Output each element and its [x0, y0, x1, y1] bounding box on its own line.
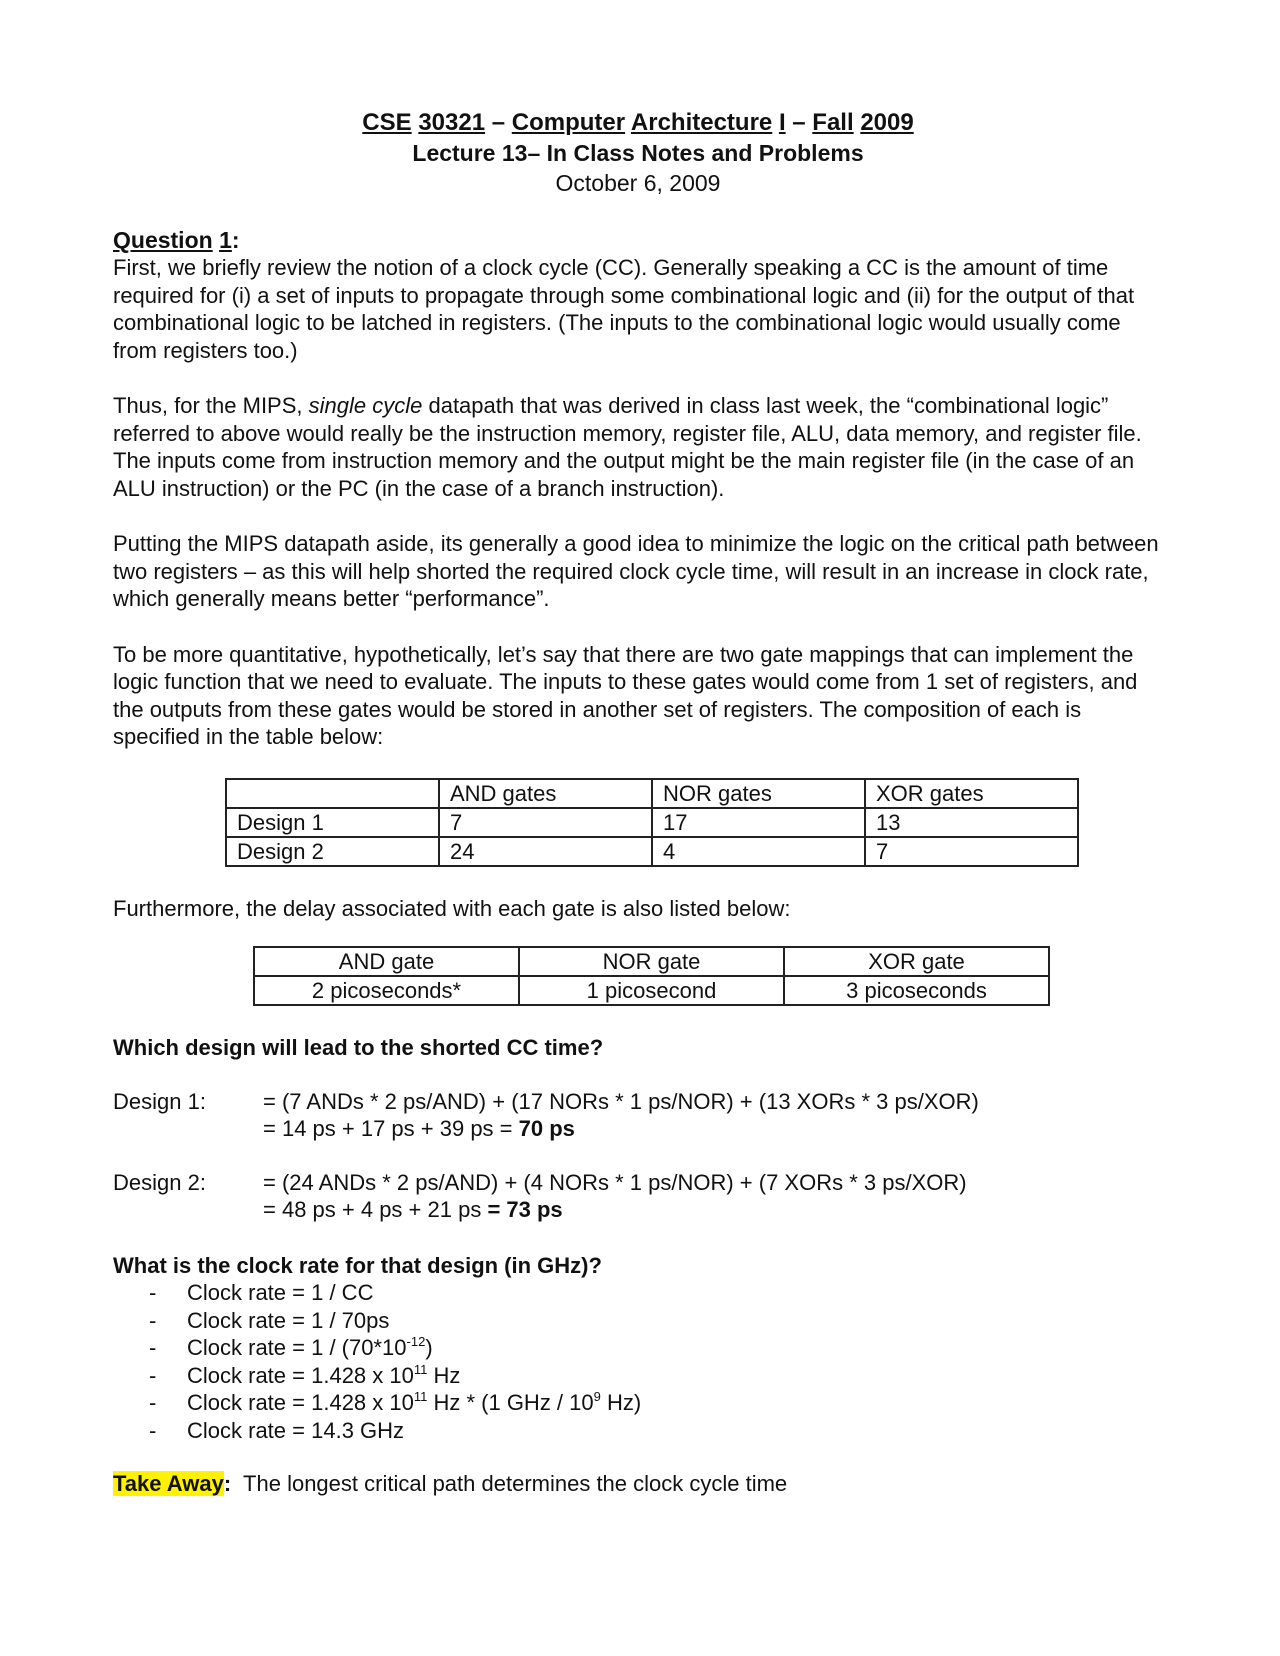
- table-header-cell: [226, 779, 439, 808]
- question-number: 1: [219, 227, 232, 253]
- exponent: 9: [593, 1389, 601, 1404]
- table-cell: 7: [865, 837, 1078, 866]
- exponent: -12: [406, 1334, 426, 1349]
- list-item: [149, 1362, 1163, 1390]
- table-header-cell: AND gate: [254, 947, 519, 976]
- lecture-title: Lecture 13– In Class Notes and Problems: [412, 140, 864, 166]
- table-cell: 7: [439, 808, 652, 837]
- course-word-computer: Computer: [511, 109, 626, 136]
- design1-line1: = (7 ANDs * 2 ps/AND) + (17 NORs * 1 ps/NOR) + (13 XORs * 3 ps/XOR): [263, 1088, 979, 1114]
- design1-line2: [263, 1115, 1163, 1143]
- table-cell: Design 1: [226, 808, 439, 837]
- title-dash: –: [485, 109, 512, 136]
- design2-line1: = (24 ANDs * 2 ps/AND) + (4 NORs * 1 ps/NOR) + (7 XORs * 3 ps/XOR): [263, 1169, 967, 1195]
- design1-result: 70 ps: [518, 1116, 575, 1141]
- table-header-cell: XOR gates: [865, 779, 1078, 808]
- table-cell: 2 picoseconds*: [254, 976, 519, 1005]
- table-header-cell: XOR gate: [784, 947, 1049, 976]
- exponent: 11: [413, 1389, 428, 1404]
- step-text: Hz): [600, 1390, 642, 1415]
- clock-rate-steps: [149, 1279, 1163, 1444]
- question-label: Question: [113, 227, 213, 253]
- document-page: [113, 108, 1163, 1498]
- course-word-architecture: Architecture: [630, 109, 773, 136]
- table-cell: 17: [652, 808, 865, 837]
- take-away: [113, 1470, 1163, 1498]
- gate-delay-table: [253, 946, 1050, 1006]
- paragraph-text: datapath that was derived in class last week, the “combinational logic” referred to above would really be the instruction memory, register file, ALU, data memory, and register file. The inputs come from instruction memory and the output might be the main register file (in the case of an ALU instruction) or the PC (in the case of a branch instruction).: [113, 393, 1142, 501]
- question-colon: :: [231, 227, 240, 253]
- design2-result: = 73 ps: [487, 1197, 563, 1222]
- step-text: ): [425, 1335, 433, 1360]
- exponent: 11: [413, 1361, 428, 1377]
- take-away-text: The longest critical path determines the clock cycle time: [231, 1471, 788, 1496]
- list-item: - Clock rate = 1 / CC: [149, 1279, 1163, 1307]
- table-row: [226, 837, 1078, 866]
- table-header-cell: AND gates: [439, 779, 652, 808]
- question-clock-rate: What is the clock rate for that design (in GHz)?: [113, 1252, 602, 1278]
- table-cell: 3 picoseconds: [784, 976, 1049, 1005]
- paragraph-critical-path: Putting the MIPS datapath aside, its generally a good idea to minimize the logic on the critical path between two registers – as this will help shorted the required clock cycle time, will result in an increase in clock rate, which generally means better “performance”.: [113, 531, 1159, 611]
- table-header-cell: NOR gates: [652, 779, 865, 808]
- design1-sum: = 14 ps + 17 ps + 39 ps =: [263, 1116, 519, 1141]
- gate-composition-table: [225, 778, 1079, 867]
- paragraph-text: Thus, for the MIPS,: [113, 393, 309, 418]
- year: 2009: [860, 109, 914, 136]
- table-row: [226, 808, 1078, 837]
- design2-line2: [263, 1196, 1163, 1224]
- table-header-row: [226, 779, 1078, 808]
- table-row: [254, 976, 1049, 1005]
- paragraph-quantitative: To be more quantitative, hypothetically, let’s say that there are two gate mappings that can implement the logic function that we need to evaluate. The inputs to these gates would come from 1 set of registers, and the outputs from these gates would be stored in another set of registers. The composition of each is specified in the table below:: [113, 641, 1138, 749]
- paragraph-clock-cycle: First, we briefly review the notion of a clock cycle (CC). Generally speaking a CC is the amount of time required for (i) a set of inputs to propagate through some combinational logic and (ii) for the output of that combinational logic to be latched in registers. (The inputs to the combinational logic would usually come from registers too.): [113, 255, 1135, 363]
- step-text: Hz: [427, 1362, 461, 1388]
- course-number: 30321: [418, 109, 486, 136]
- paragraph-mips: [113, 392, 1163, 502]
- title-dash: –: [785, 109, 813, 136]
- table-cell: 24: [439, 837, 652, 866]
- design2-sum: = 48 ps + 4 ps + 21 ps: [263, 1197, 488, 1222]
- emphasis-text: single cycle: [308, 393, 423, 418]
- design1-calculation: [113, 1088, 1163, 1143]
- design1-label: Design 1:: [113, 1088, 206, 1114]
- table-header-cell: NOR gate: [519, 947, 784, 976]
- list-item: - Clock rate = 14.3 GHz: [149, 1417, 1163, 1445]
- question-shortest-cc: Which design will lead to the shorted CC time?: [113, 1035, 604, 1060]
- take-away-label: Take Away: [113, 1471, 224, 1496]
- question-heading: [113, 226, 1163, 254]
- lecture-date: October 6, 2009: [555, 170, 721, 196]
- course-title: [113, 108, 1163, 138]
- design2-label: Design 2:: [113, 1169, 206, 1195]
- design2-calculation: [113, 1169, 1163, 1224]
- course-roman: I: [778, 109, 786, 136]
- table-cell: 13: [865, 808, 1078, 837]
- course-code: CSE: [362, 109, 412, 136]
- table-cell: Design 2: [226, 837, 439, 866]
- step-text: Clock rate = 1.428 x 10: [187, 1390, 414, 1415]
- table-header-row: [254, 947, 1049, 976]
- list-item: [149, 1334, 1163, 1362]
- list-item: [149, 1389, 1163, 1417]
- step-text: Clock rate = 1 / (70*10: [187, 1335, 407, 1360]
- step-text: Clock rate = 1.428 x 10: [187, 1362, 414, 1388]
- table-cell: 1 picosecond: [519, 976, 784, 1005]
- step-text: Hz * (1 GHz / 10: [427, 1390, 594, 1415]
- take-away-colon: :: [223, 1471, 232, 1496]
- paragraph-delay: Furthermore, the delay associated with each gate is also listed below:: [113, 895, 791, 921]
- list-item: - Clock rate = 1 / 70ps: [149, 1307, 1163, 1335]
- table-cell: 4: [652, 837, 865, 866]
- term: Fall: [812, 109, 854, 136]
